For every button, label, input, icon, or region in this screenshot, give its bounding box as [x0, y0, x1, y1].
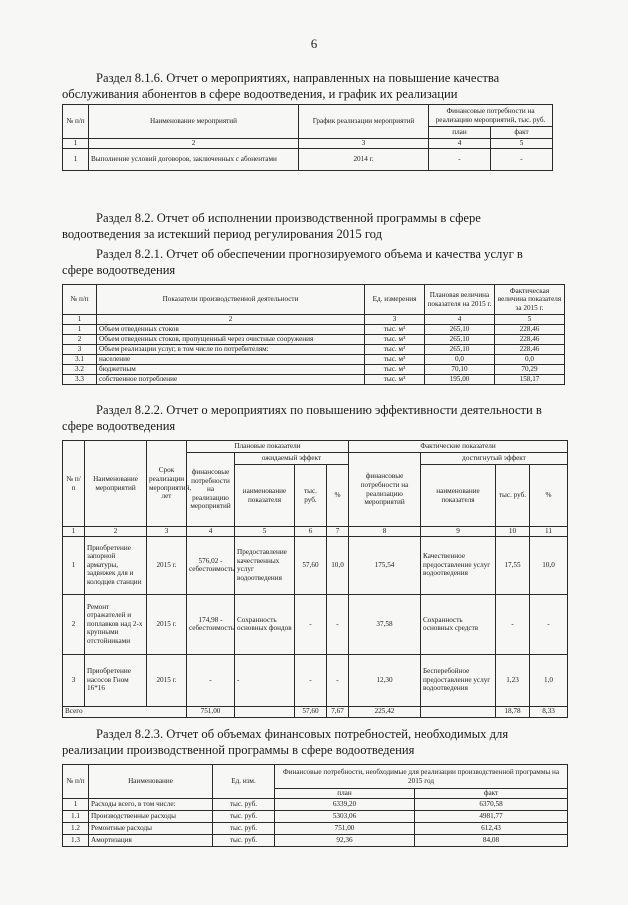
table-row — [63, 811, 568, 823]
row-fin-fact: 37,58 — [349, 594, 421, 654]
col-number: 9 — [421, 527, 496, 537]
table-8-2-3 — [62, 764, 568, 847]
col-effect-achieved-header: достигнутый эффект — [421, 453, 568, 465]
row-name: собственное потребление — [97, 375, 365, 385]
row-unit: тыс. м³ — [365, 355, 425, 365]
table-row — [63, 345, 565, 355]
row-pct-plan: 10,0 — [327, 536, 349, 594]
table-8-1-6 — [62, 104, 553, 171]
total-row — [63, 706, 568, 717]
row-fact: 228,46 — [495, 325, 565, 335]
row-fact: 4981,77 — [415, 811, 568, 823]
row-plan: 265,10 — [425, 325, 495, 335]
row-effect-planned: Предоставление качественных услуг водоотведения — [235, 536, 295, 594]
col-num-header: № п/п — [63, 441, 85, 527]
row-rub-plan: 57,60 — [295, 536, 327, 594]
col-number: 11 — [530, 527, 568, 537]
row-fin-plan: - — [187, 654, 235, 706]
col-name-header: Наименование — [89, 765, 213, 799]
col-rub-header: тыс. руб. — [295, 465, 327, 527]
col-planned-header: Плановые показатели — [187, 441, 349, 453]
col-effect-name-header: наименование показателя — [421, 465, 496, 527]
total-pct-plan: 7,67 — [327, 706, 349, 717]
table-row — [63, 594, 568, 654]
col-fact-header: Фактическая величина показателя за 2015 г. — [495, 285, 565, 315]
row-fact: 84,08 — [415, 835, 568, 847]
row-unit: тыс. м³ — [365, 375, 425, 385]
row-number: 3 — [63, 654, 85, 706]
row-fact: 70,29 — [495, 365, 565, 375]
table-row — [63, 823, 568, 835]
row-unit: тыс. руб. — [213, 799, 275, 811]
total-fin-fact: 225,42 — [349, 706, 421, 717]
col-unit-header: Ед. измерения — [365, 285, 425, 315]
table-row — [63, 835, 568, 847]
col-num-header: № п/п — [63, 765, 89, 799]
col-effect-name-header: наименование показателя — [235, 465, 295, 527]
col-number: 3 — [365, 315, 425, 325]
row-plan: 5303,06 — [275, 811, 415, 823]
row-unit: тыс. м³ — [365, 365, 425, 375]
total-pct-fact: 8,33 — [530, 706, 568, 717]
col-financial-header: Финансовые потребности на реализацию мероприятий, тыс. руб. — [429, 105, 553, 127]
col-plan-header: Плановая величина показателя на 2015 г. — [425, 285, 495, 315]
col-number: 1 — [63, 527, 85, 537]
row-plan: 265,10 — [425, 335, 495, 345]
row-fin-fact: 175,54 — [349, 536, 421, 594]
row-fact: 612,43 — [415, 823, 568, 835]
row-unit: тыс. м³ — [365, 345, 425, 355]
row-rub-plan: - — [295, 654, 327, 706]
table-row — [63, 355, 565, 365]
table-row — [63, 375, 565, 385]
col-number: 3 — [147, 527, 187, 537]
row-pct-plan: - — [327, 654, 349, 706]
col-unit-header: Ед. изм. — [213, 765, 275, 799]
row-unit: тыс. м³ — [365, 335, 425, 345]
table-row — [63, 325, 565, 335]
row-plan: 751,00 — [275, 823, 415, 835]
column-number-row — [63, 139, 553, 149]
row-name: Расходы всего, в том числе: — [89, 799, 213, 811]
row-number: 3 — [63, 345, 97, 355]
row-number: 1.3 — [63, 835, 89, 847]
row-number: 2 — [63, 594, 85, 654]
col-schedule-header: График реализации мероприятий — [299, 105, 429, 139]
section-8-2-2-title: Раздел 8.2.2. Отчет о мероприятиях по повышению эффективности деятельности в сфере водоотведения — [62, 403, 542, 433]
col-financial-header: Финансовые потребности, необходимые для реализации производственной программы на 2015 год — [275, 765, 568, 789]
row-rub-plan: - — [295, 594, 327, 654]
col-term-header: Срок реализации мероприятий, лет — [147, 441, 187, 527]
col-number: 5 — [235, 527, 295, 537]
total-label: Всего — [63, 706, 187, 717]
row-unit: тыс. руб. — [213, 823, 275, 835]
row-term: 2015 г. — [147, 654, 187, 706]
row-unit: тыс. руб. — [213, 811, 275, 823]
row-term: 2015 г. — [147, 536, 187, 594]
col-fact-header: факт — [491, 127, 553, 139]
row-name: Объем отведенных стоков — [97, 325, 365, 335]
column-number-row — [63, 527, 568, 537]
total-rub-fact: 18,78 — [496, 706, 530, 717]
table-row — [63, 654, 568, 706]
row-name: население — [97, 355, 365, 365]
col-number: 2 — [89, 139, 299, 149]
table-row — [63, 149, 553, 171]
row-fact: 6370,58 — [415, 799, 568, 811]
row-pct-plan: - — [327, 594, 349, 654]
row-effect-fact: Бесперебойное предоставление услуг водоотведения — [421, 654, 496, 706]
row-fact: 228,46 — [495, 345, 565, 355]
row-number: 1.1 — [63, 811, 89, 823]
col-number: 6 — [295, 527, 327, 537]
section-8-2-title: Раздел 8.2. Отчет об исполнении производственной программы в сфере водоотведения за истекший период регулирования 2015 год — [62, 211, 481, 241]
col-plan-header: план — [429, 127, 491, 139]
table-row — [63, 536, 568, 594]
col-number: 10 — [496, 527, 530, 537]
row-fin-plan: 174,98 - себестоимость — [187, 594, 235, 654]
col-indicator-header: Показатели производственной деятельности — [97, 285, 365, 315]
col-fin-fact-header: финансовые потребности на реализацию мероприятий — [349, 453, 421, 527]
col-number: 8 — [349, 527, 421, 537]
row-schedule: 2014 г. — [299, 149, 429, 171]
col-num-header: № п/п — [63, 285, 97, 315]
row-term: 2015 г. — [147, 594, 187, 654]
col-rub-header: тыс. руб. — [496, 465, 530, 527]
col-number: 7 — [327, 527, 349, 537]
table-8-2-2 — [62, 440, 568, 718]
col-number: 2 — [97, 315, 365, 325]
row-number: 1.2 — [63, 823, 89, 835]
row-name: бюджетным — [97, 365, 365, 375]
row-name: Объем реализации услуг, в том числе по потребителям: — [97, 345, 365, 355]
col-number: 3 — [299, 139, 429, 149]
col-effect-planned-header: ожидаемый эффект — [235, 453, 349, 465]
section-8-2-1-title: Раздел 8.2.1. Отчет об обеспечении прогнозируемого объема и качества услуг в сфере водоотведения — [62, 247, 523, 277]
section-8-1-6-title: Раздел 8.1.6. Отчет о мероприятиях, направленных на повышение качества обслуживания абонентов в сфере водоотведения, и график их реализации — [62, 71, 500, 101]
col-pct-header: % — [327, 465, 349, 527]
row-rub-fact: 1,23 — [496, 654, 530, 706]
row-number: 3.1 — [63, 355, 97, 365]
col-actual-header: Фактические показатели — [349, 441, 568, 453]
col-number: 1 — [63, 139, 89, 149]
col-number: 4 — [187, 527, 235, 537]
col-fact-header: факт — [415, 789, 568, 799]
row-plan: 92,36 — [275, 835, 415, 847]
col-number: 2 — [85, 527, 147, 537]
row-number: 1 — [63, 799, 89, 811]
row-name: Ремонт отражателей и поплавков над 2-х крупными отстойниками — [85, 594, 147, 654]
col-pct-header: % — [530, 465, 568, 527]
col-name-header: Наименование мероприятий — [89, 105, 299, 139]
row-fact: 158,17 — [495, 375, 565, 385]
row-plan: - — [429, 149, 491, 171]
col-name-header: Наименование мероприятий — [85, 441, 147, 527]
col-fin-plan-header: финансовые потребности на реализацию мероприятий — [187, 453, 235, 527]
row-rub-fact: 17,55 — [496, 536, 530, 594]
row-fin-fact: 12,30 — [349, 654, 421, 706]
total-rub-plan: 57,60 — [295, 706, 327, 717]
row-name: Ремонтные расходы — [89, 823, 213, 835]
row-effect-planned: Сохранность основных фондов — [235, 594, 295, 654]
row-rub-fact: - — [496, 594, 530, 654]
row-name: Объем отведенных стоков, пропущенный через очистные сооружения — [97, 335, 365, 345]
row-effect-fact: Сохранность основных средств — [421, 594, 496, 654]
row-number: 3.3 — [63, 375, 97, 385]
row-fact: - — [491, 149, 553, 171]
table-row — [63, 335, 565, 345]
row-plan: 6339,20 — [275, 799, 415, 811]
row-effect-fact: Качественное предоставление услуг водоотведения — [421, 536, 496, 594]
col-num-header: № п/п — [63, 105, 89, 139]
page-number: 6 — [310, 36, 318, 51]
col-number: 1 — [63, 315, 97, 325]
row-pct-fact: 1,0 — [530, 654, 568, 706]
row-number: 2 — [63, 335, 97, 345]
col-number: 4 — [429, 139, 491, 149]
row-pct-fact: 10,0 — [530, 536, 568, 594]
col-number: 5 — [491, 139, 553, 149]
row-plan: 0,0 — [425, 355, 495, 365]
col-number: 5 — [495, 315, 565, 325]
row-number: 1 — [63, 325, 97, 335]
row-plan: 195,00 — [425, 375, 495, 385]
row-unit: тыс. руб. — [213, 835, 275, 847]
row-plan: 70,10 — [425, 365, 495, 375]
row-plan: 265,10 — [425, 345, 495, 355]
row-name: Приобретение запорной арматуры, задвижек для и колодцев станции — [85, 536, 147, 594]
table-row — [63, 365, 565, 375]
row-fact: 228,46 — [495, 335, 565, 345]
table-8-2-1 — [62, 284, 565, 385]
col-plan-header: план — [275, 789, 415, 799]
row-fact: 0,0 — [495, 355, 565, 365]
row-number: 3.2 — [63, 365, 97, 375]
row-name: Амортизация — [89, 835, 213, 847]
row-number: 1 — [63, 149, 89, 171]
row-name: Выполнение условий договоров, заключенных с абонентами — [89, 149, 299, 171]
column-number-row — [63, 315, 565, 325]
row-number: 1 — [63, 536, 85, 594]
row-unit: тыс. м³ — [365, 325, 425, 335]
row-pct-fact: - — [530, 594, 568, 654]
section-8-2-3-title: Раздел 8.2.3. Отчет об объемах финансовых потребностей, необходимых для реализации производственной программы в сфере водоотведения — [62, 727, 509, 757]
table-row — [63, 799, 568, 811]
row-effect-planned: - — [235, 654, 295, 706]
col-number: 4 — [425, 315, 495, 325]
row-fin-plan: 576,02 - себестоимость — [187, 536, 235, 594]
row-name: Приобретение насосов Гном 16*16 — [85, 654, 147, 706]
row-name: Производственные расходы — [89, 811, 213, 823]
total-fin-plan: 751,00 — [187, 706, 235, 717]
